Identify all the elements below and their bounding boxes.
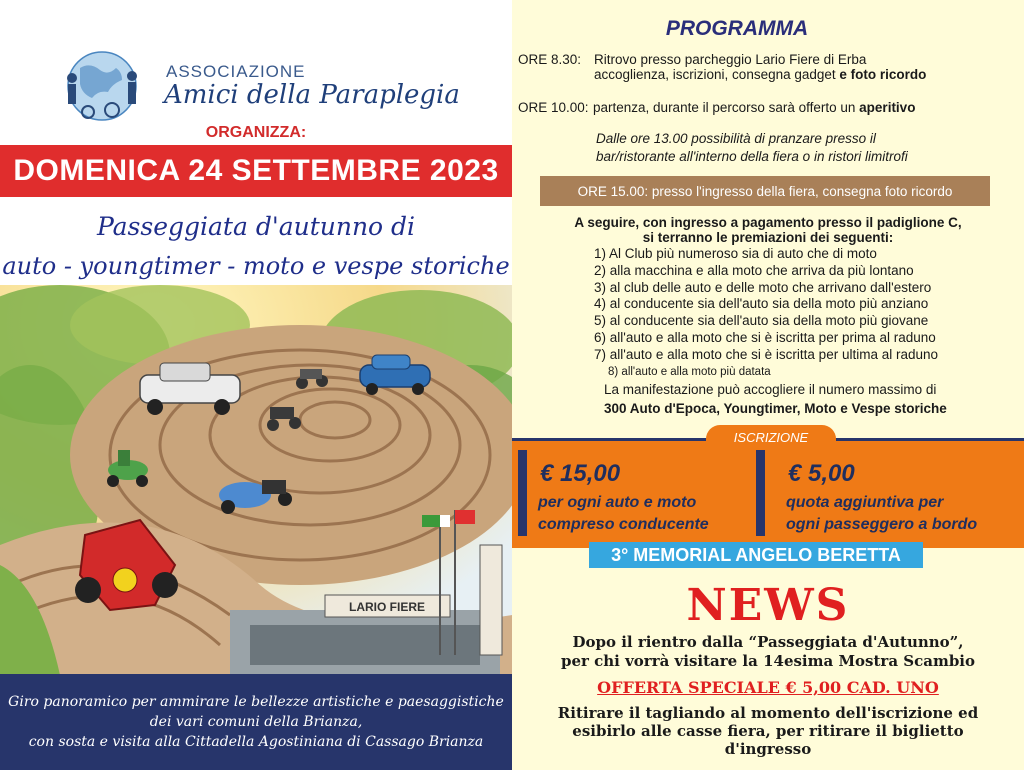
iscrizione-label: ISCRIZIONE xyxy=(706,425,836,449)
association-label: ASSOCIAZIONE xyxy=(166,62,306,81)
association-name: Amici della Paraplegia xyxy=(164,80,460,110)
capacity-info xyxy=(604,380,947,418)
list-item: 1) Al Club più numeroso sia di auto che di moto xyxy=(594,246,877,261)
right-panel xyxy=(512,0,1024,770)
ore15-banner: ORE 15.00: presso l'ingresso della fiera, consegna foto ricordo xyxy=(540,176,990,206)
ore10-line xyxy=(593,100,915,115)
event-subtitle-line1: Passeggiata d'autunno di xyxy=(96,212,416,241)
bottom-line-3: con sosta e visita alla Cittadella Agostiniana di Cassago Brianza xyxy=(28,734,484,750)
programma-title: PROGRAMMA xyxy=(665,17,809,40)
event-subtitle-line2: auto - youngtimer - moto e vespe storiche xyxy=(2,252,510,280)
association-logo-icon xyxy=(52,48,152,124)
ritirare-line3: d'ingresso xyxy=(724,740,812,758)
list-item: 5) al conducente sia dell'auto sia della moto più giovane xyxy=(594,313,929,329)
ore830-line2-bold: e foto ricordo xyxy=(839,67,927,82)
ore10-aperitivo: aperitivo xyxy=(859,100,916,115)
capacity-line2: 300 Auto d'Epoca, Youngtimer, Moto e Vespe storiche xyxy=(604,401,947,416)
lunch-info xyxy=(596,130,908,166)
ritirare-line2: esibirlo alle casse fiera, per ritirare il biglietto xyxy=(572,722,964,740)
list-item: 4) al conducente sia dell'auto sia della moto più anziano xyxy=(594,296,929,312)
lunch-line1: Dalle ore 13.00 possibilità di pranzare presso il xyxy=(596,131,876,146)
event-date-banner: DOMENICA 24 SETTEMBRE 2023 xyxy=(0,145,512,197)
awards-list xyxy=(594,246,938,380)
vintage-cars-illustration xyxy=(0,285,512,675)
organizza-label: ORGANIZZA: xyxy=(205,124,307,141)
special-offer: OFFERTA SPECIALE € 5,00 CAD. UNO xyxy=(597,678,939,697)
news-heading: NEWS xyxy=(686,580,850,631)
price1-accent-bar xyxy=(518,450,527,536)
ritirare-line1: Ritirare il tagliando al momento dell'iscrizione ed xyxy=(557,704,979,722)
ore10-middle: durante il percorso sarà offerto un xyxy=(649,100,860,115)
news-text xyxy=(512,633,1024,671)
news-line2: per chi vorrà visitare la 14esima Mostra Scambio xyxy=(560,652,976,670)
price1-amount: € 15,00 xyxy=(540,460,621,487)
capacity-line1: La manifestazione può accogliere il numero massimo di xyxy=(604,382,937,397)
list-item: 2) alla macchina e alla moto che arriva da più lontano xyxy=(594,262,914,278)
price1-line2: compreso conducente xyxy=(538,516,709,533)
ore830-time: ORE 8.30: xyxy=(518,52,582,67)
ore10-time: ORE 10.00: xyxy=(518,100,589,115)
ore830-line2 xyxy=(594,67,926,82)
bottom-description-band xyxy=(0,674,512,770)
lunch-line2: bar/ristorante all'interno della fiera o in ristori limitrofi xyxy=(596,149,908,164)
price1-line1: per ogni auto e moto xyxy=(538,494,697,511)
seguire-line1: A seguire, con ingresso a pagamento presso il padiglione C, xyxy=(574,215,962,230)
list-item: 3) al club delle auto e delle moto che arrivano dall'estero xyxy=(594,279,932,295)
bottom-line-1: Giro panoramico per ammirare le bellezze artistiche e paesaggistiche xyxy=(8,694,504,710)
price2-accent-bar xyxy=(756,450,765,536)
ore830-line2-text: accoglienza, iscrizioni, consegna gadget xyxy=(594,67,840,82)
price2-line1: quota aggiuntiva per xyxy=(786,494,944,511)
price2-amount: € 5,00 xyxy=(788,460,855,487)
price2-line2: ogni passeggero a bordo xyxy=(786,516,978,533)
premiazioni-intro xyxy=(512,215,1024,245)
list-item: 8) all'auto e alla moto più datata xyxy=(608,365,771,378)
ore830-line1: Ritrovo presso parcheggio Lario Fiere di Erba xyxy=(594,52,867,67)
bottom-line-2: dei vari comuni della Brianza, xyxy=(149,714,363,730)
list-item: 7) all'auto e alla moto che si è iscritta per ultima al raduno xyxy=(594,346,938,362)
memorial-banner: 3° MEMORIAL ANGELO BERETTA xyxy=(589,542,923,568)
news-line1: Dopo il rientro dalla “Passeggiata d'Autunno”, xyxy=(572,633,964,651)
list-item: 6) all'auto e alla moto che si è iscritta per prima al raduno xyxy=(594,329,936,345)
seguire-line2: si terranno le premiazioni dei seguenti: xyxy=(642,230,894,245)
ticket-instructions xyxy=(512,704,1024,758)
ore10-start: partenza, xyxy=(593,100,650,115)
lario-fiere-sign: LARIO FIERE xyxy=(348,600,426,614)
